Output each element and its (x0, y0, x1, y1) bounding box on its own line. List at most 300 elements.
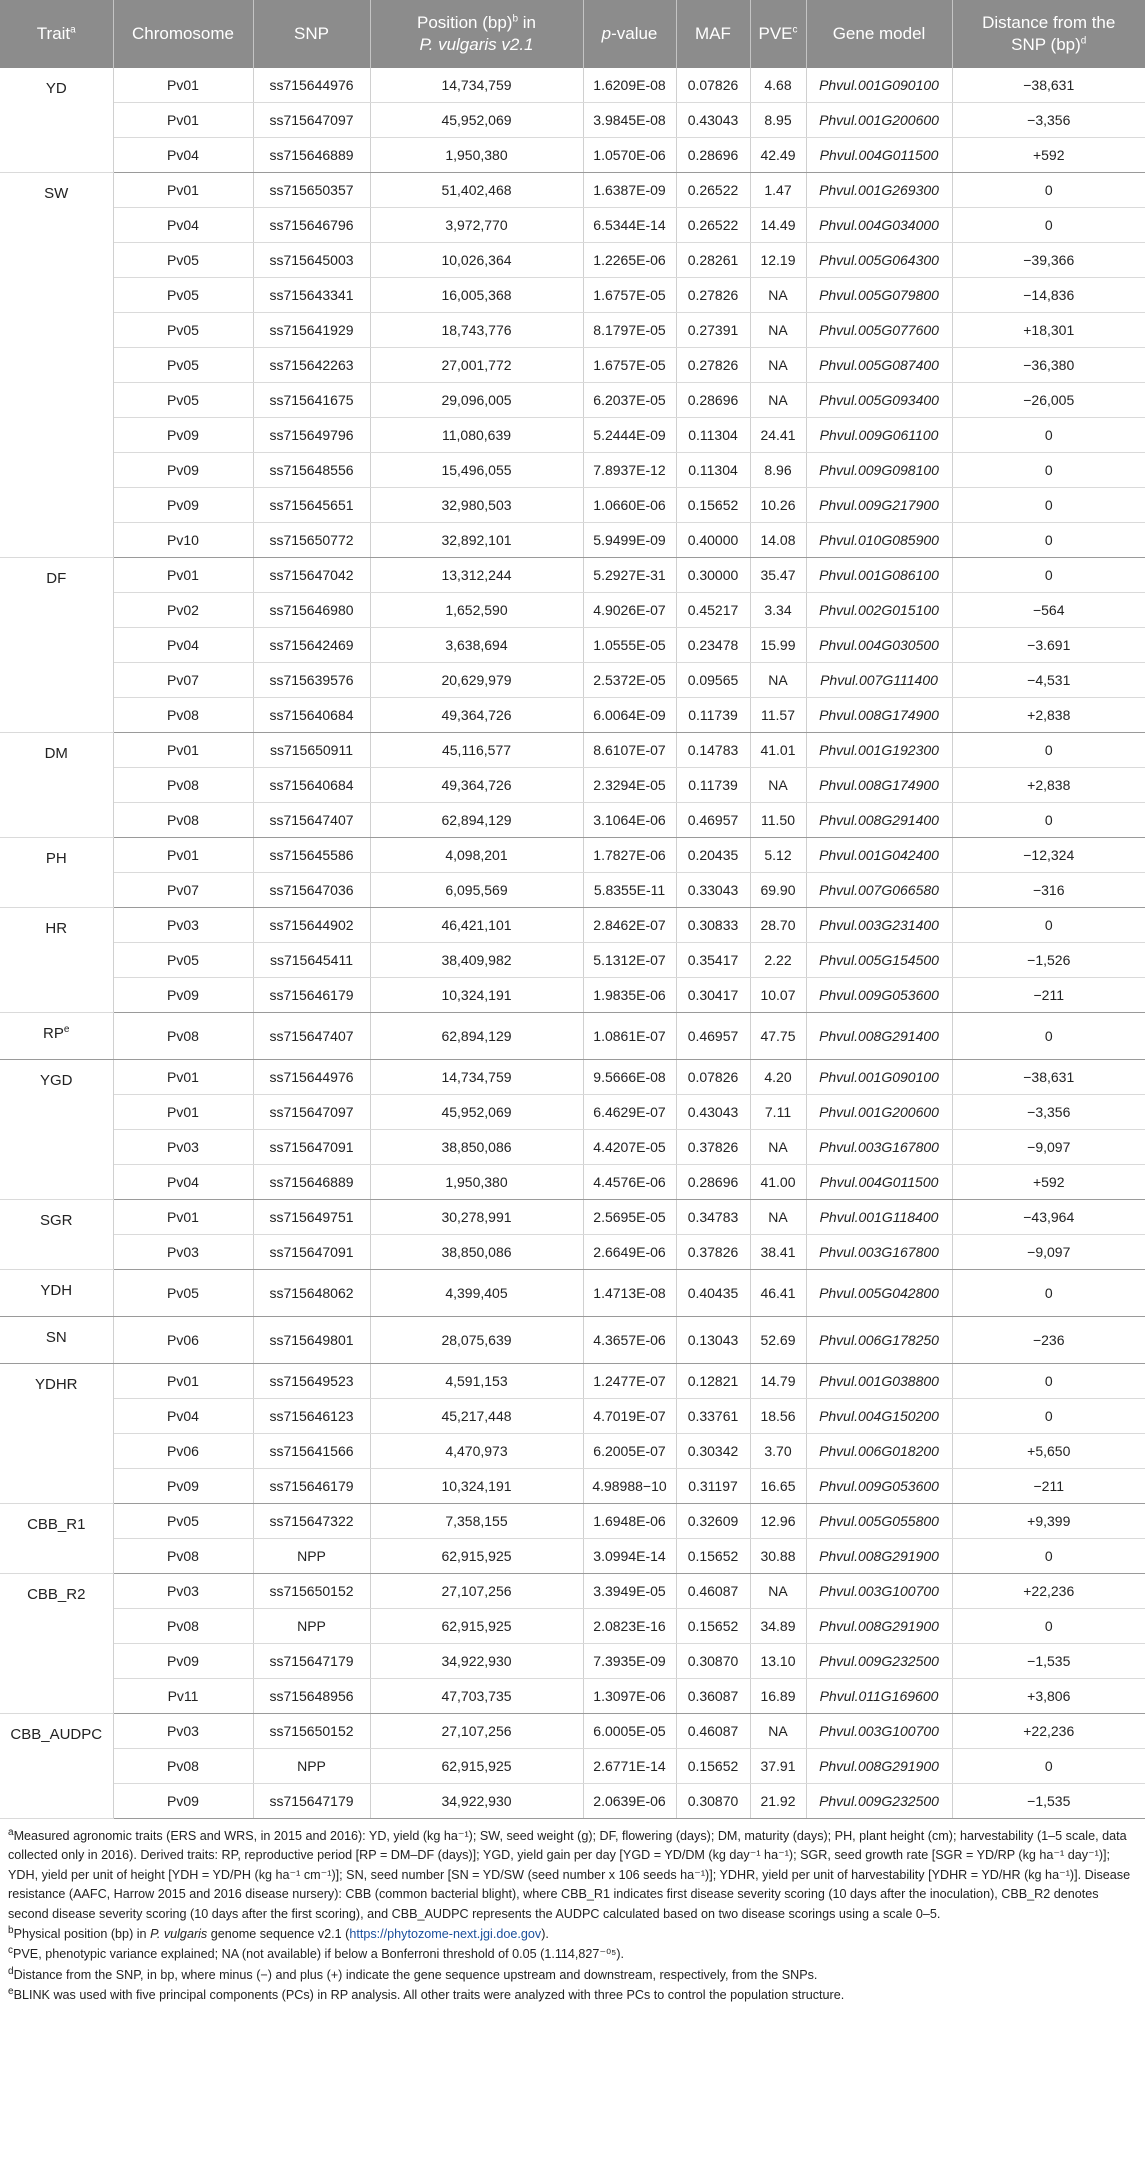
table-row (0, 1200, 1145, 1235)
maf-cell: 0.36087 (676, 1679, 750, 1714)
distance-cell: +592 (952, 1165, 1145, 1200)
snp-cell: ss715641675 (253, 383, 370, 418)
snp-cell: ss715647091 (253, 1235, 370, 1270)
gene-model-cell: Phvul.008G291900 (806, 1749, 952, 1784)
distance-cell: 0 (952, 173, 1145, 208)
pvalue-cell: 1.3097E-06 (583, 1679, 676, 1714)
chromosome-cell: Pv06 (113, 1434, 253, 1469)
distance-cell: 0 (952, 1364, 1145, 1399)
maf-cell: 0.30417 (676, 978, 750, 1013)
gene-model-cell: Phvul.004G150200 (806, 1399, 952, 1434)
pvalue-cell: 1.2265E-06 (583, 243, 676, 278)
chromosome-cell: Pv10 (113, 523, 253, 558)
chromosome-cell: Pv09 (113, 488, 253, 523)
chromosome-cell: Pv01 (113, 103, 253, 138)
chromosome-cell: Pv09 (113, 1469, 253, 1504)
gene-model-cell: Phvul.002G015100 (806, 593, 952, 628)
table-row (0, 1539, 1145, 1574)
table-row (0, 768, 1145, 803)
distance-cell: −1,526 (952, 943, 1145, 978)
table-row (0, 68, 1145, 103)
pve-cell: 11.50 (750, 803, 806, 838)
chromosome-cell: Pv08 (113, 698, 253, 733)
distance-cell: −38,631 (952, 1060, 1145, 1095)
pve-cell: 41.01 (750, 733, 806, 768)
pvalue-cell: 1.6757E-05 (583, 278, 676, 313)
distance-cell: 0 (952, 733, 1145, 768)
snp-cell: ss715649523 (253, 1364, 370, 1399)
pvalue-cell: 2.0823E-16 (583, 1609, 676, 1644)
maf-cell: 0.07826 (676, 68, 750, 103)
chromosome-cell: Pv08 (113, 1013, 253, 1060)
pve-cell: 34.89 (750, 1609, 806, 1644)
pvalue-cell: 2.0639E-06 (583, 1784, 676, 1819)
trait-cell: SN (0, 1317, 113, 1364)
distance-cell: −316 (952, 873, 1145, 908)
gene-model-cell: Phvul.008G291900 (806, 1609, 952, 1644)
maf-cell: 0.28696 (676, 138, 750, 173)
pve-cell: 7.11 (750, 1095, 806, 1130)
chromosome-cell: Pv09 (113, 418, 253, 453)
gene-model-cell: Phvul.007G111400 (806, 663, 952, 698)
table-row (0, 278, 1145, 313)
snp-cell: ss715648556 (253, 453, 370, 488)
position-cell: 20,629,979 (370, 663, 583, 698)
pve-cell: 69.90 (750, 873, 806, 908)
position-cell: 45,952,069 (370, 1095, 583, 1130)
position-cell: 15,496,055 (370, 453, 583, 488)
pvalue-cell: 4.7019E-07 (583, 1399, 676, 1434)
maf-cell: 0.46087 (676, 1714, 750, 1749)
pve-cell: 41.00 (750, 1165, 806, 1200)
gene-model-cell: Phvul.001G086100 (806, 558, 952, 593)
snp-cell: ss715647179 (253, 1784, 370, 1819)
chromosome-cell: Pv09 (113, 978, 253, 1013)
trait-cell: YDH (0, 1270, 113, 1317)
pvalue-cell: 5.2444E-09 (583, 418, 676, 453)
table-footnotes (0, 1819, 1145, 2006)
snp-cell: ss715645411 (253, 943, 370, 978)
pvalue-cell: 2.6771E-14 (583, 1749, 676, 1784)
maf-cell: 0.30870 (676, 1784, 750, 1819)
distance-cell: −4,531 (952, 663, 1145, 698)
position-cell: 62,915,925 (370, 1539, 583, 1574)
table-row (0, 1469, 1145, 1504)
pve-cell: 4.20 (750, 1060, 806, 1095)
pve-cell: NA (750, 383, 806, 418)
distance-cell: 0 (952, 488, 1145, 523)
distance-cell: −236 (952, 1317, 1145, 1364)
pve-cell: 10.26 (750, 488, 806, 523)
pve-cell: 8.95 (750, 103, 806, 138)
snp-cell: ss715639576 (253, 663, 370, 698)
table-body (0, 68, 1145, 1819)
snp-cell: ss715646123 (253, 1399, 370, 1434)
col-gene-model: Gene model (806, 0, 952, 68)
maf-cell: 0.27826 (676, 278, 750, 313)
gene-model-cell: Phvul.009G232500 (806, 1644, 952, 1679)
pve-cell: 18.56 (750, 1399, 806, 1434)
distance-cell: −38,631 (952, 68, 1145, 103)
position-cell: 27,001,772 (370, 348, 583, 383)
pve-cell: 28.70 (750, 908, 806, 943)
pvalue-cell: 3.0994E-14 (583, 1539, 676, 1574)
table-row (0, 1013, 1145, 1060)
distance-cell: +9,399 (952, 1504, 1145, 1539)
position-cell: 62,915,925 (370, 1749, 583, 1784)
maf-cell: 0.46957 (676, 803, 750, 838)
footnote-a: $^a$Measured agronomic traits (ERS and WRS, in 2015 and 2016): YD, yield (kg ha⁻¹); SW, seed weight (g); DF, flowering (days); DM, maturity (days); PH, plant height (cm); harvestability (1–5 scale, data collected only in 2016). Derived traits: RP, reproductive period [RP = DM–DF (days)]; YGD, yield gain per day [YGD = YD/DM (kg day⁻¹ ha⁻¹); SGR, seed growth rate [SGR = YD/RP (kg ha⁻¹ day⁻¹)]; YDH, yield per unit of height [YDH = YD/PH (kg ha⁻¹ cm⁻¹)]; SN, seed number [SN = YD/SW (seed number x 106 seeds ha⁻¹)]; YDHR, yield per unit of harvestability [YDHR = YD/HR (kg ha⁻¹)]. Disease resistance (AAFC, Harrow 2015 and 2016 disease nursery): CBB (common bacterial blight), where CBB_R1 indicates first disease severity scoring (10 days after the inoculation), CBB_R2 denotes second disease severity scoring (10 days after the first scoring), and CBB_AUDPC represents the AUDPC calculated based on two disease scorings using a scale 0–5. (8, 1826, 1131, 1921)
gene-model-cell: Phvul.008G291900 (806, 1539, 952, 1574)
pve-cell: 42.49 (750, 138, 806, 173)
distance-cell: 0 (952, 523, 1145, 558)
col-position: Position (bp)$^b$ in P. vulgaris v2.1 (370, 0, 583, 68)
col-snp: SNP (253, 0, 370, 68)
snp-cell: ss715646796 (253, 208, 370, 243)
pve-cell: 14.49 (750, 208, 806, 243)
maf-cell: 0.26522 (676, 208, 750, 243)
pvalue-cell: 4.4576E-06 (583, 1165, 676, 1200)
gene-model-cell: Phvul.005G077600 (806, 313, 952, 348)
chromosome-cell: Pv03 (113, 1714, 253, 1749)
pvalue-cell: 3.1064E-06 (583, 803, 676, 838)
position-cell: 4,098,201 (370, 838, 583, 873)
table-row (0, 1749, 1145, 1784)
pvalue-cell: 5.8355E-11 (583, 873, 676, 908)
table-row (0, 1609, 1145, 1644)
distance-cell: −564 (952, 593, 1145, 628)
pvalue-cell: 1.0861E-07 (583, 1013, 676, 1060)
distance-cell: 0 (952, 1270, 1145, 1317)
gene-model-cell: Phvul.003G167800 (806, 1235, 952, 1270)
pve-cell: 24.41 (750, 418, 806, 453)
pvalue-cell: 1.0660E-06 (583, 488, 676, 523)
pve-cell: 52.69 (750, 1317, 806, 1364)
col-distance: Distance from the SNP (bp)$^d$ (952, 0, 1145, 68)
pvalue-cell: 5.1312E-07 (583, 943, 676, 978)
chromosome-cell: Pv04 (113, 208, 253, 243)
pvalue-cell: 7.3935E-09 (583, 1644, 676, 1679)
table-row (0, 173, 1145, 208)
footnote-d: $^d$Distance from the SNP, in bp, where minus (−) and plus (+) indicate the gene sequence upstream and downstream, respectively, from the SNPs. (8, 1965, 818, 1982)
position-cell: 4,591,153 (370, 1364, 583, 1399)
gene-model-cell: Phvul.001G200600 (806, 103, 952, 138)
pve-cell: 12.96 (750, 1504, 806, 1539)
maf-cell: 0.11304 (676, 418, 750, 453)
pve-cell: 15.99 (750, 628, 806, 663)
position-cell: 32,980,503 (370, 488, 583, 523)
position-cell: 49,364,726 (370, 768, 583, 803)
snp-cell: NPP (253, 1609, 370, 1644)
pvalue-cell: 1.9835E-06 (583, 978, 676, 1013)
table-row (0, 1714, 1145, 1749)
snp-cell: ss715650152 (253, 1714, 370, 1749)
maf-cell: 0.34783 (676, 1200, 750, 1235)
distance-cell: +18,301 (952, 313, 1145, 348)
chromosome-cell: Pv01 (113, 838, 253, 873)
chromosome-cell: Pv01 (113, 1060, 253, 1095)
maf-cell: 0.27391 (676, 313, 750, 348)
maf-cell: 0.31197 (676, 1469, 750, 1504)
maf-cell: 0.26522 (676, 173, 750, 208)
pve-cell: 12.19 (750, 243, 806, 278)
maf-cell: 0.35417 (676, 943, 750, 978)
gene-model-cell: Phvul.011G169600 (806, 1679, 952, 1714)
maf-cell: 0.43043 (676, 1095, 750, 1130)
distance-cell: +22,236 (952, 1714, 1145, 1749)
table-row (0, 663, 1145, 698)
pvalue-cell: 5.9499E-09 (583, 523, 676, 558)
pve-cell: 3.70 (750, 1434, 806, 1469)
pvalue-cell: 1.6209E-08 (583, 68, 676, 103)
trait-cell: HR (0, 908, 113, 1013)
gene-model-cell: Phvul.009G061100 (806, 418, 952, 453)
pve-cell: 8.96 (750, 453, 806, 488)
position-cell: 29,096,005 (370, 383, 583, 418)
snp-cell: ss715648062 (253, 1270, 370, 1317)
table-row (0, 313, 1145, 348)
gene-model-cell: Phvul.009G217900 (806, 488, 952, 523)
maf-cell: 0.28696 (676, 1165, 750, 1200)
distance-cell: −9,097 (952, 1130, 1145, 1165)
pve-cell: 30.88 (750, 1539, 806, 1574)
trait-cell: SGR (0, 1200, 113, 1270)
distance-cell: −12,324 (952, 838, 1145, 873)
snp-cell: ss715647036 (253, 873, 370, 908)
table-row (0, 103, 1145, 138)
chromosome-cell: Pv09 (113, 1784, 253, 1819)
pvalue-cell: 2.6649E-06 (583, 1235, 676, 1270)
chromosome-cell: Pv04 (113, 1165, 253, 1200)
pve-cell: NA (750, 1574, 806, 1609)
distance-cell: +2,838 (952, 698, 1145, 733)
trait-cell: YDHR (0, 1364, 113, 1504)
distance-cell: +5,650 (952, 1434, 1145, 1469)
table-row (0, 383, 1145, 418)
pve-cell: 38.41 (750, 1235, 806, 1270)
table-row (0, 733, 1145, 768)
maf-cell: 0.45217 (676, 593, 750, 628)
table-row (0, 1504, 1145, 1539)
maf-cell: 0.23478 (676, 628, 750, 663)
snp-cell: ss715647407 (253, 803, 370, 838)
distance-cell: +2,838 (952, 768, 1145, 803)
distance-cell: 0 (952, 1749, 1145, 1784)
position-cell: 62,915,925 (370, 1609, 583, 1644)
position-cell: 38,850,086 (370, 1235, 583, 1270)
distance-cell: 0 (952, 418, 1145, 453)
phytozome-link[interactable]: https://phytozome-next.jgi.doe.gov (349, 1927, 542, 1942)
pvalue-cell: 6.4629E-07 (583, 1095, 676, 1130)
pvalue-cell: 1.6387E-09 (583, 173, 676, 208)
chromosome-cell: Pv05 (113, 243, 253, 278)
gene-model-cell: Phvul.005G064300 (806, 243, 952, 278)
snp-cell: ss715650152 (253, 1574, 370, 1609)
trait-cell: YGD (0, 1060, 113, 1200)
gene-model-cell: Phvul.005G042800 (806, 1270, 952, 1317)
pvalue-cell: 4.98988−10 (583, 1469, 676, 1504)
pve-cell: NA (750, 768, 806, 803)
chromosome-cell: Pv05 (113, 278, 253, 313)
snp-cell: ss715642469 (253, 628, 370, 663)
pve-cell: NA (750, 1714, 806, 1749)
distance-cell: −1,535 (952, 1644, 1145, 1679)
pvalue-cell: 1.6757E-05 (583, 348, 676, 383)
pvalue-cell: 6.0064E-09 (583, 698, 676, 733)
table-row (0, 1165, 1145, 1200)
maf-cell: 0.15652 (676, 1749, 750, 1784)
chromosome-cell: Pv01 (113, 173, 253, 208)
maf-cell: 0.28261 (676, 243, 750, 278)
chromosome-cell: Pv05 (113, 348, 253, 383)
chromosome-cell: Pv09 (113, 453, 253, 488)
trait-cell: CBB_AUDPC (0, 1714, 113, 1819)
table-row (0, 1399, 1145, 1434)
pvalue-cell: 8.1797E-05 (583, 313, 676, 348)
pvalue-cell: 6.5344E-14 (583, 208, 676, 243)
position-cell: 46,421,101 (370, 908, 583, 943)
pve-cell: 35.47 (750, 558, 806, 593)
snp-cell: ss715646179 (253, 978, 370, 1013)
snp-cell: ss715645003 (253, 243, 370, 278)
pvalue-cell: 1.2477E-07 (583, 1364, 676, 1399)
position-cell: 1,652,590 (370, 593, 583, 628)
distance-cell: −14,836 (952, 278, 1145, 313)
pvalue-cell: 6.2037E-05 (583, 383, 676, 418)
chromosome-cell: Pv06 (113, 1317, 253, 1364)
snp-cell: ss715650911 (253, 733, 370, 768)
col-pvalue: p-value (583, 0, 676, 68)
table-row (0, 1270, 1145, 1317)
gene-model-cell: Phvul.003G167800 (806, 1130, 952, 1165)
chromosome-cell: Pv03 (113, 908, 253, 943)
distance-cell: +22,236 (952, 1574, 1145, 1609)
trait-cell: SW (0, 173, 113, 558)
gene-model-cell: Phvul.005G055800 (806, 1504, 952, 1539)
chromosome-cell: Pv04 (113, 1399, 253, 1434)
gene-model-cell: Phvul.008G174900 (806, 698, 952, 733)
maf-cell: 0.20435 (676, 838, 750, 873)
snp-cell: NPP (253, 1539, 370, 1574)
snp-cell: ss715644976 (253, 1060, 370, 1095)
table-row (0, 558, 1145, 593)
distance-cell: −36,380 (952, 348, 1145, 383)
distance-cell: −3,356 (952, 1095, 1145, 1130)
col-chromosome: Chromosome (113, 0, 253, 68)
trait-cell: PH (0, 838, 113, 908)
chromosome-cell: Pv04 (113, 628, 253, 663)
chromosome-cell: Pv05 (113, 943, 253, 978)
position-cell: 32,892,101 (370, 523, 583, 558)
position-cell: 49,364,726 (370, 698, 583, 733)
distance-cell: 0 (952, 1539, 1145, 1574)
maf-cell: 0.28696 (676, 383, 750, 418)
gene-model-cell: Phvul.004G030500 (806, 628, 952, 663)
pvalue-cell: 2.3294E-05 (583, 768, 676, 803)
pve-cell: 13.10 (750, 1644, 806, 1679)
distance-cell: 0 (952, 453, 1145, 488)
table-header (0, 0, 1145, 68)
pve-cell: 1.47 (750, 173, 806, 208)
pvalue-cell: 2.5372E-05 (583, 663, 676, 698)
pvalue-cell: 1.0570E-06 (583, 138, 676, 173)
pve-cell: 10.07 (750, 978, 806, 1013)
position-cell: 51,402,468 (370, 173, 583, 208)
chromosome-cell: Pv05 (113, 383, 253, 418)
gene-model-cell: Phvul.009G098100 (806, 453, 952, 488)
position-cell: 28,075,639 (370, 1317, 583, 1364)
pve-cell: 4.68 (750, 68, 806, 103)
gene-model-cell: Phvul.001G042400 (806, 838, 952, 873)
chromosome-cell: Pv11 (113, 1679, 253, 1714)
pve-cell: 47.75 (750, 1013, 806, 1060)
snp-cell: ss715641566 (253, 1434, 370, 1469)
chromosome-cell: Pv08 (113, 803, 253, 838)
snp-cell: ss715641929 (253, 313, 370, 348)
chromosome-cell: Pv01 (113, 68, 253, 103)
snp-cell: ss715646889 (253, 138, 370, 173)
chromosome-cell: Pv08 (113, 1609, 253, 1644)
snp-cell: ss715649751 (253, 1200, 370, 1235)
gene-model-cell: Phvul.007G066580 (806, 873, 952, 908)
pvalue-cell: 8.6107E-07 (583, 733, 676, 768)
pve-cell: 2.22 (750, 943, 806, 978)
pvalue-cell: 7.8937E-12 (583, 453, 676, 488)
trait-cell: DF (0, 558, 113, 733)
gene-model-cell: Phvul.001G118400 (806, 1200, 952, 1235)
table-row (0, 1644, 1145, 1679)
position-cell: 38,409,982 (370, 943, 583, 978)
position-cell: 30,278,991 (370, 1200, 583, 1235)
snp-cell: ss715647407 (253, 1013, 370, 1060)
table-row (0, 523, 1145, 558)
snp-cell: ss715646980 (253, 593, 370, 628)
chromosome-cell: Pv03 (113, 1130, 253, 1165)
distance-cell: −39,366 (952, 243, 1145, 278)
footnote-c: $^c$PVE, phenotypic variance explained; NA (not available) if below a Bonferroni threshold of 0.05 (1.114,827⁻⁰⁵). (8, 1945, 625, 1962)
gene-model-cell: Phvul.008G291400 (806, 803, 952, 838)
maf-cell: 0.33761 (676, 1399, 750, 1434)
table-row (0, 453, 1145, 488)
table-row (0, 348, 1145, 383)
chromosome-cell: Pv03 (113, 1574, 253, 1609)
position-cell: 14,734,759 (370, 68, 583, 103)
table-row (0, 1784, 1145, 1819)
pve-cell: 14.08 (750, 523, 806, 558)
gene-model-cell: Phvul.008G174900 (806, 768, 952, 803)
gene-model-cell: Phvul.003G100700 (806, 1714, 952, 1749)
gene-model-cell: Phvul.009G053600 (806, 1469, 952, 1504)
maf-cell: 0.30870 (676, 1644, 750, 1679)
chromosome-cell: Pv08 (113, 768, 253, 803)
position-cell: 6,095,569 (370, 873, 583, 908)
position-cell: 62,894,129 (370, 1013, 583, 1060)
snp-cell: ss715647097 (253, 1095, 370, 1130)
position-cell: 45,952,069 (370, 103, 583, 138)
table-row (0, 838, 1145, 873)
maf-cell: 0.13043 (676, 1317, 750, 1364)
gene-model-cell: Phvul.005G087400 (806, 348, 952, 383)
pvalue-cell: 1.7827E-06 (583, 838, 676, 873)
pvalue-cell: 4.4207E-05 (583, 1130, 676, 1165)
pvalue-cell: 1.0555E-05 (583, 628, 676, 663)
snp-cell: ss715647179 (253, 1644, 370, 1679)
trait-cell: CBB_R1 (0, 1504, 113, 1574)
gene-model-cell: Phvul.005G154500 (806, 943, 952, 978)
maf-cell: 0.43043 (676, 103, 750, 138)
position-cell: 34,922,930 (370, 1784, 583, 1819)
maf-cell: 0.14783 (676, 733, 750, 768)
